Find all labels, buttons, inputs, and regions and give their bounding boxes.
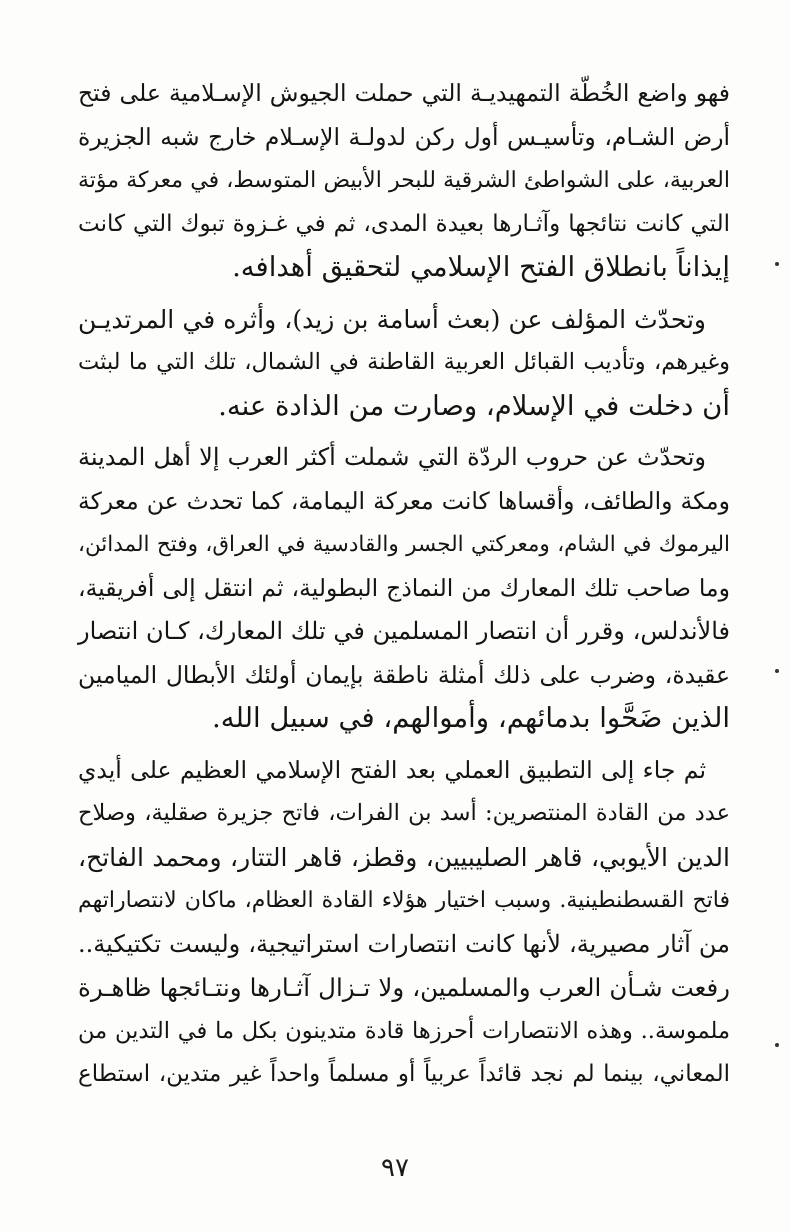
text-line: اليرموك في الشام، ومعركتي الجسر والقادسية في العراق، وفتح المدائن، <box>78 532 730 557</box>
paragraph-2 <box>78 298 730 429</box>
text-line: وتحدّث المؤلف عن (بعث أسامة بن زيد)، وأثره في المرتديـن <box>78 304 706 334</box>
text-line: التي كانت نتائجها وآثـارها بعيدة المدى، ثم في غـزوة تبوك التي كانت <box>78 210 730 237</box>
text-line: رفعت شـأن العرب والمسلمين، ولا تـزال آثـارها ونتـائجها ظاهـرة <box>78 973 730 1002</box>
margin-mark <box>775 1043 779 1047</box>
text-line: المعاني، بينما لم نجد قائداً عربياً أو مسلماً واحداً غير متدين، استطاع <box>78 1061 730 1087</box>
text-line: أرض الشـام، وتأسيـس أول ركن لدولـة الإسـلام خارج شبه الجزيرة <box>78 122 730 151</box>
text-line: ملموسة.. وهذه الانتصارات أحرزها قادة متدينون بكل ما في التدين من <box>78 1017 730 1044</box>
text-line: عدد من القادة المنتصرين: أسد بن الفرات، فاتح جزيرة صقلية، وصلاح <box>78 800 730 826</box>
text-line: الدين الأيوبي، قاهر الصليبيين، وقطز، قاهر التتار، ومحمد الفاتح، <box>78 842 730 872</box>
text-line: فهو واضع الخُطّة التمهيديـة التي حملت الجيوش الإسـلامية على فتح <box>78 79 730 107</box>
paragraph-1 <box>78 72 730 290</box>
text-line: العربية، على الشواطئ الشرقية للبحر الأبيض المتوسط، في معركة مؤتة <box>78 168 730 193</box>
text-line: أن دخلت في الإسلام، وصارت من الذادة عنه. <box>218 389 730 422</box>
text-line: الذين ضَحَّوا بدمائهم، وأموالهم، في سبيل الله. <box>211 702 730 734</box>
paragraph-4 <box>78 749 730 1097</box>
text-line: إيذاناً بانطلاق الفتح الإسلامي لتحقيق أهدافه. <box>232 251 730 283</box>
text-line: ومكة والطائف، وأقساها كانت معركة اليمامة، كما تحدث عن معركة <box>78 486 730 515</box>
body-text <box>78 72 730 1097</box>
margin-mark <box>775 262 779 266</box>
text-line: فالأندلس، وقرر أن انتصار المسلمين في تلك المعارك، كـان انتصار <box>78 617 730 645</box>
text-line: عقيدة، وضرب على ذلك أمثلة ناطقة بإيمان أولئك الأبطال الميامين <box>78 660 730 689</box>
text-line: وغيرهم، وتأديب القبائل العربية القاطنة في الشمال، تلك التي ما لبثت <box>78 349 730 375</box>
text-line: من آثار مصيرية، لأنها كانت انتصارات استراتيجية، وليست تكتيكية.. <box>78 929 730 958</box>
text-line: وتحدّث عن حروب الردّة التي شملت أكثر العرب إلا أهل المدينة <box>78 443 706 471</box>
margin-mark <box>775 669 779 673</box>
page-number: ٩٧ <box>381 1153 409 1183</box>
paragraph-3 <box>78 436 730 741</box>
text-line: وما صاحب تلك المعارك من النماذج البطولية، ثم انتقل إلى أفريقية، <box>78 573 730 602</box>
text-line: ثم جاء إلى التطبيق العملي بعد الفتح الإسلامي العظيم على أيدي <box>78 755 706 784</box>
text-line: فاتح القسطنطينية. وسبب اختيار هؤلاء القادة العظام، ماكان لانتصاراتهم <box>78 888 730 913</box>
